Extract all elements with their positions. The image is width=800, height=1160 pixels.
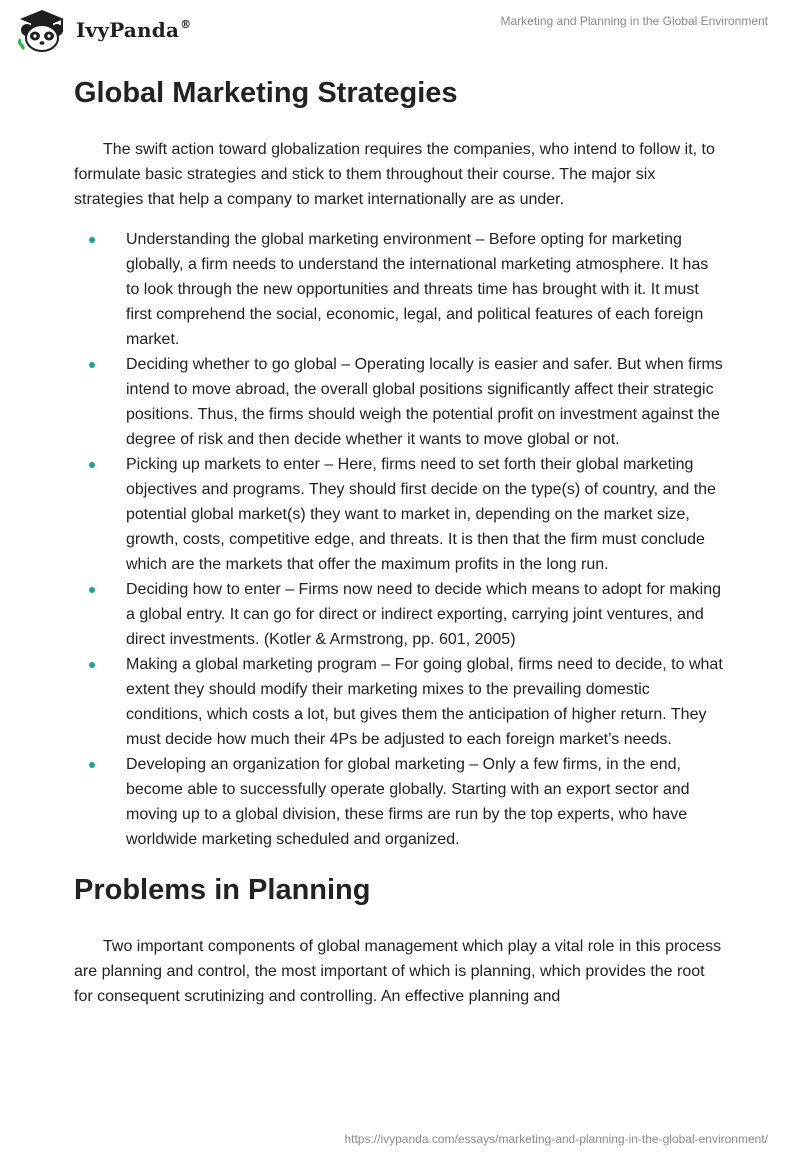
strategy-list	[74, 227, 724, 852]
bullet-icon	[89, 462, 95, 468]
list-item	[74, 352, 724, 452]
panda-icon	[14, 8, 70, 52]
essay-content	[74, 72, 724, 1024]
registered-mark: ®	[180, 18, 192, 31]
section-heading-problems-in-planning: Problems in Planning	[74, 874, 371, 906]
list-item	[74, 577, 724, 652]
list-item-text: Making a global marketing program – For going global, firms need to decide, to what extent they should modify their marketing mixes to the prevailing domestic conditions, which costs a lot, but gives them the anticipation of higher return. They must decide how much their 4Ps be adjusted to each foreign market’s needs.	[126, 656, 723, 748]
list-item-text: Deciding whether to go global – Operating locally is easier and safer. But when firms intend to move abroad, the overall global positions significantly affect their strategic positions. Thus, the firms should weigh the potential profit on investment against the degree of risk and then decide whether it wants to move global or not.	[126, 356, 723, 448]
intro-paragraph: The swift action toward globalization requires the companies, who intend to follow it, to formulate basic strategies and stick to them throughout their course. The major six strategies that help a company to market internationally are as under.	[74, 141, 715, 208]
list-item-text: Developing an organization for global marketing – Only a few firms, in the end, become able to successfully operate globally. Starting with an export sector and moving up to a global division, these firms are run by the top experts, who have worldwide marketing scheduled and organized.	[126, 756, 690, 848]
page-header	[0, 0, 800, 60]
list-item	[74, 452, 724, 577]
list-item	[74, 227, 724, 352]
document-title: Marketing and Planning in the Global Environment	[500, 14, 768, 28]
planning-paragraph: Two important components of global management which play a vital role in this process are planning and control, the most important of which is planning, which provides the root for consequent scrutinizing and controlling. An effective planning and	[74, 938, 722, 1005]
list-item	[74, 652, 724, 752]
list-item-text: Picking up markets to enter – Here, firms need to set forth their global marketing objectives and programs. They should first decide on the type(s) of country, and the potential global market(s) they want to market in, depending on the market size, growth, costs, competitive edge, and threats. It is then that the firm must conclude which are the markets that offer the maximum profits in the long run.	[126, 456, 716, 573]
logo-name: IvyPanda	[76, 18, 180, 42]
bullet-icon	[89, 662, 95, 668]
list-item-text: Deciding how to enter – Firms now need to decide which means to adopt for making a global entry. It can go for direct or indirect exporting, carrying joint ventures, and direct investments. (Kotler & Armstrong, pp. 601, 2005)	[126, 581, 721, 648]
source-url[interactable]: https://ivypanda.com/essays/marketing-and-planning-in-the-global-environment/	[344, 1132, 768, 1146]
bullet-icon	[89, 237, 95, 243]
section-heading-global-marketing-strategies: Global Marketing Strategies	[74, 77, 458, 109]
logo-text	[76, 18, 191, 42]
list-item	[74, 752, 724, 852]
bullet-icon	[89, 762, 95, 768]
bullet-icon	[89, 587, 95, 593]
ivypanda-logo[interactable]	[14, 8, 191, 52]
bullet-icon	[89, 362, 95, 368]
list-item-text: Understanding the global marketing environment – Before opting for marketing globally, a firm needs to understand the international marketing atmosphere. It has to look through the new opportunities and threats time has brought with it. It must first comprehend the social, economic, legal, and political features of each foreign market.	[126, 231, 709, 348]
